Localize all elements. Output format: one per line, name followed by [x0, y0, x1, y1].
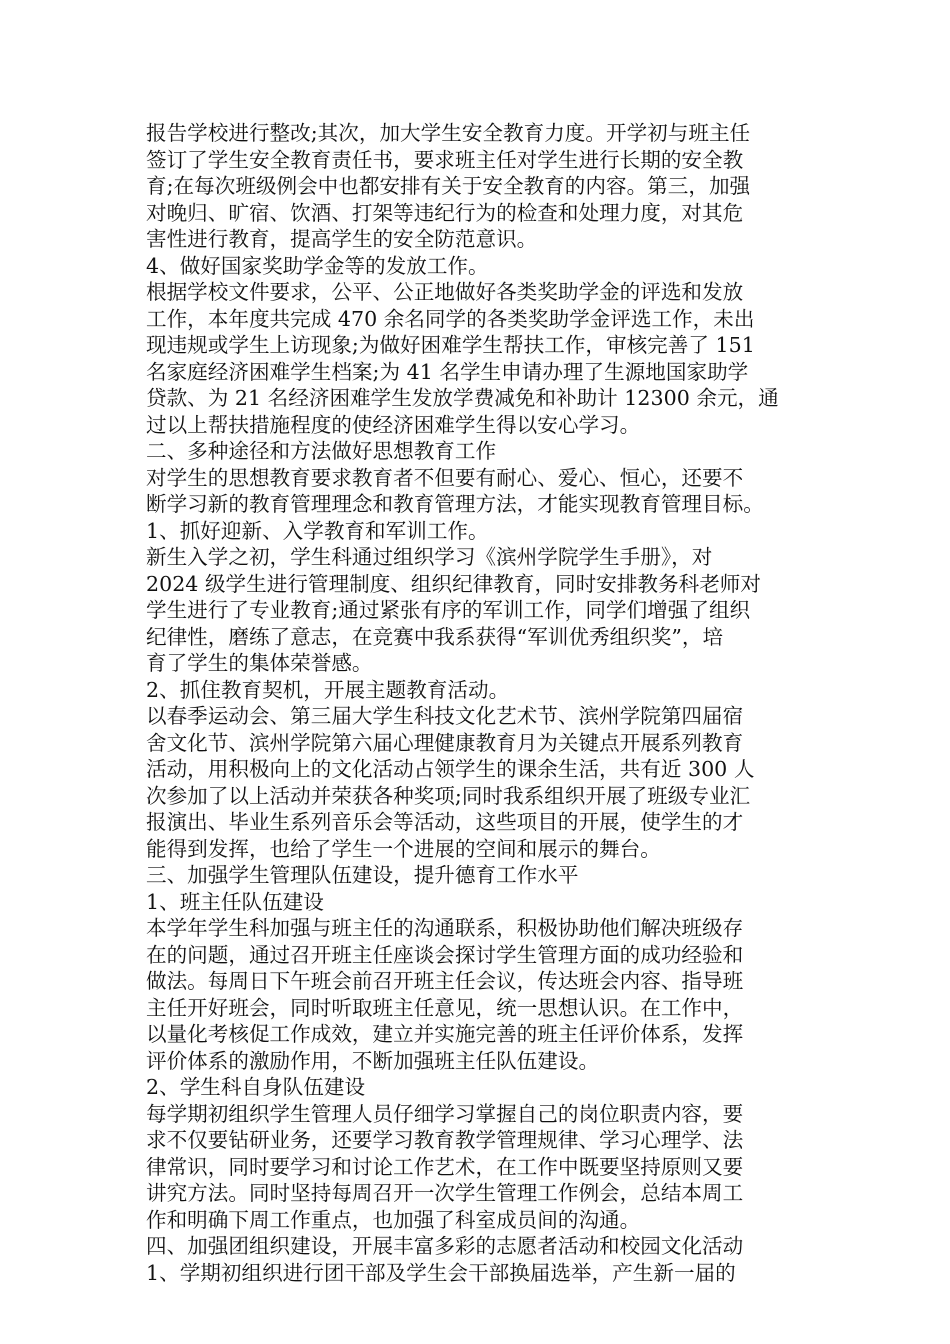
text-line: 以量化考核促工作成效，建立并实施完善的班主任评价体系，发挥	[146, 1022, 744, 1046]
text-line: 1、抓好迎新、入学教育和军训工作。	[146, 518, 489, 543]
text-line: 以春季运动会、第三届大学生科技文化艺术节、滨州学院第四届宿	[146, 704, 744, 728]
text-line: 害性进行教育，提高学生的安全防范意识。	[146, 227, 538, 251]
text-line: 律常识，同时要学习和讨论工作艺术，在工作中既要坚持原则又要	[146, 1154, 744, 1179]
text-line: 活动，用积极向上的文化活动占领学生的课余生活，共有近 300 人	[146, 757, 755, 781]
text-line: 报演出、毕业生系列音乐会等活动，这些项目的开展，使学生的才	[146, 810, 744, 834]
text-line: 1、班主任队伍建设	[146, 889, 324, 914]
text-line: 根据学校文件要求，公平、公正地做好各类奖助学金的评选和发放	[146, 280, 744, 304]
text-line: 做法。每周日下午班会前召开班主任会议，传达班会内容、指导班	[146, 969, 744, 993]
text-line: 本学年学生科加强与班主任的沟通联系，积极协助他们解决班级存	[146, 916, 744, 940]
text-line: 名家庭经济困难学生档案;为 41 名学生申请办理了生源地国家助学	[146, 359, 749, 384]
text-line: 育了学生的集体荣誉感。	[146, 651, 373, 675]
text-line: 4、做好国家奖助学金等的发放工作。	[146, 253, 489, 278]
text-line: 舍文化节、滨州学院第六届心理健康教育月为关键点开展系列教育	[146, 730, 744, 755]
text-line: 签订了学生安全教育责任书，要求班主任对学生进行长期的安全教	[146, 147, 744, 172]
text-line: 讲究方法。同时坚持每周召开一次学生管理工作例会，总结本周工	[146, 1181, 744, 1205]
text-line: 学生进行了专业教育;通过紧张有序的军训工作，同学们增强了组织	[146, 598, 751, 622]
text-line: 主任开好班会，同时听取班主任意见，统一思想认识。在工作中，	[146, 995, 744, 1020]
text-line: 工作，本年度共完成 470 余名同学的各类奖助学金评选工作，未出	[146, 306, 755, 331]
text-line: 每学期初组织学生管理人员仔细学习掌握自己的岗位职责内容，要	[146, 1101, 744, 1126]
text-line: 对晚归、旷宿、饮酒、打架等违纪行为的检查和处理力度，对其危	[146, 200, 744, 225]
text-line: 现违规或学生上访现象;为做好困难学生帮扶工作，审核完善了 151	[146, 333, 755, 357]
text-line: 贷款、为 21 名经济困难学生发放学费减免和补助计 12300 余元，通	[146, 386, 779, 410]
text-line: 1、学期初组织进行团干部及学生会干部换届选举，产生新一届的	[146, 1260, 736, 1285]
text-line: 新生入学之初，学生科通过组织学习《滨州学院学生手册》，对	[146, 545, 713, 569]
text-line: 在的问题，通过召开班主任座谈会探讨学生管理方面的成功经验和	[146, 942, 744, 967]
document-body-text	[146, 120, 816, 1286]
text-line: 过以上帮扶措施程度的使经济困难学生得以安心学习。	[146, 412, 641, 437]
text-line: 2、抓住教育契机，开展主题教育活动。	[146, 677, 510, 702]
text-line: 评价体系的激励作用，不断加强班主任队伍建设。	[146, 1048, 600, 1073]
text-line: 次参加了以上活动并荣获各种奖项;同时我系组织开展了班级专业汇	[146, 783, 751, 808]
text-line: 报告学校进行整改;其次，加大学生安全教育力度。开学初与班主任	[146, 121, 751, 145]
text-line: 断学习新的教育管理理念和教育管理方法，才能实现教育管理目标。	[146, 492, 764, 516]
text-line: 作和明确下周工作重点，也加强了科室成员间的沟通。	[146, 1207, 641, 1232]
text-line: 育;在每次班级例会中也都安排有关于安全教育的内容。第三，加强	[146, 174, 751, 198]
text-line: 三、加强学生管理队伍建设，提升德育工作水平	[146, 863, 579, 887]
text-line: 2、学生科自身队伍建设	[146, 1075, 366, 1099]
text-line: 求不仅要钻研业务，还要学习教育教学管理规律、学习心理学、法	[146, 1128, 744, 1152]
text-line: 纪律性，磨练了意志，在竞赛中我系获得“军训优秀组织奖”，培	[146, 624, 724, 649]
text-line: 二、多种途径和方法做好思想教育工作	[146, 439, 497, 463]
text-line: 2024 级学生进行管理制度、组织纪律教育，同时安排教务科老师对	[146, 571, 761, 596]
text-line: 能得到发挥，也给了学生一个进展的空间和展示的舞台。	[146, 836, 661, 861]
text-line: 四、加强团组织建设，开展丰富多彩的志愿者活动和校园文化活动	[146, 1234, 744, 1258]
text-line: 对学生的思想教育要求教育者不但要有耐心、爱心、恒心，还要不	[146, 465, 744, 490]
